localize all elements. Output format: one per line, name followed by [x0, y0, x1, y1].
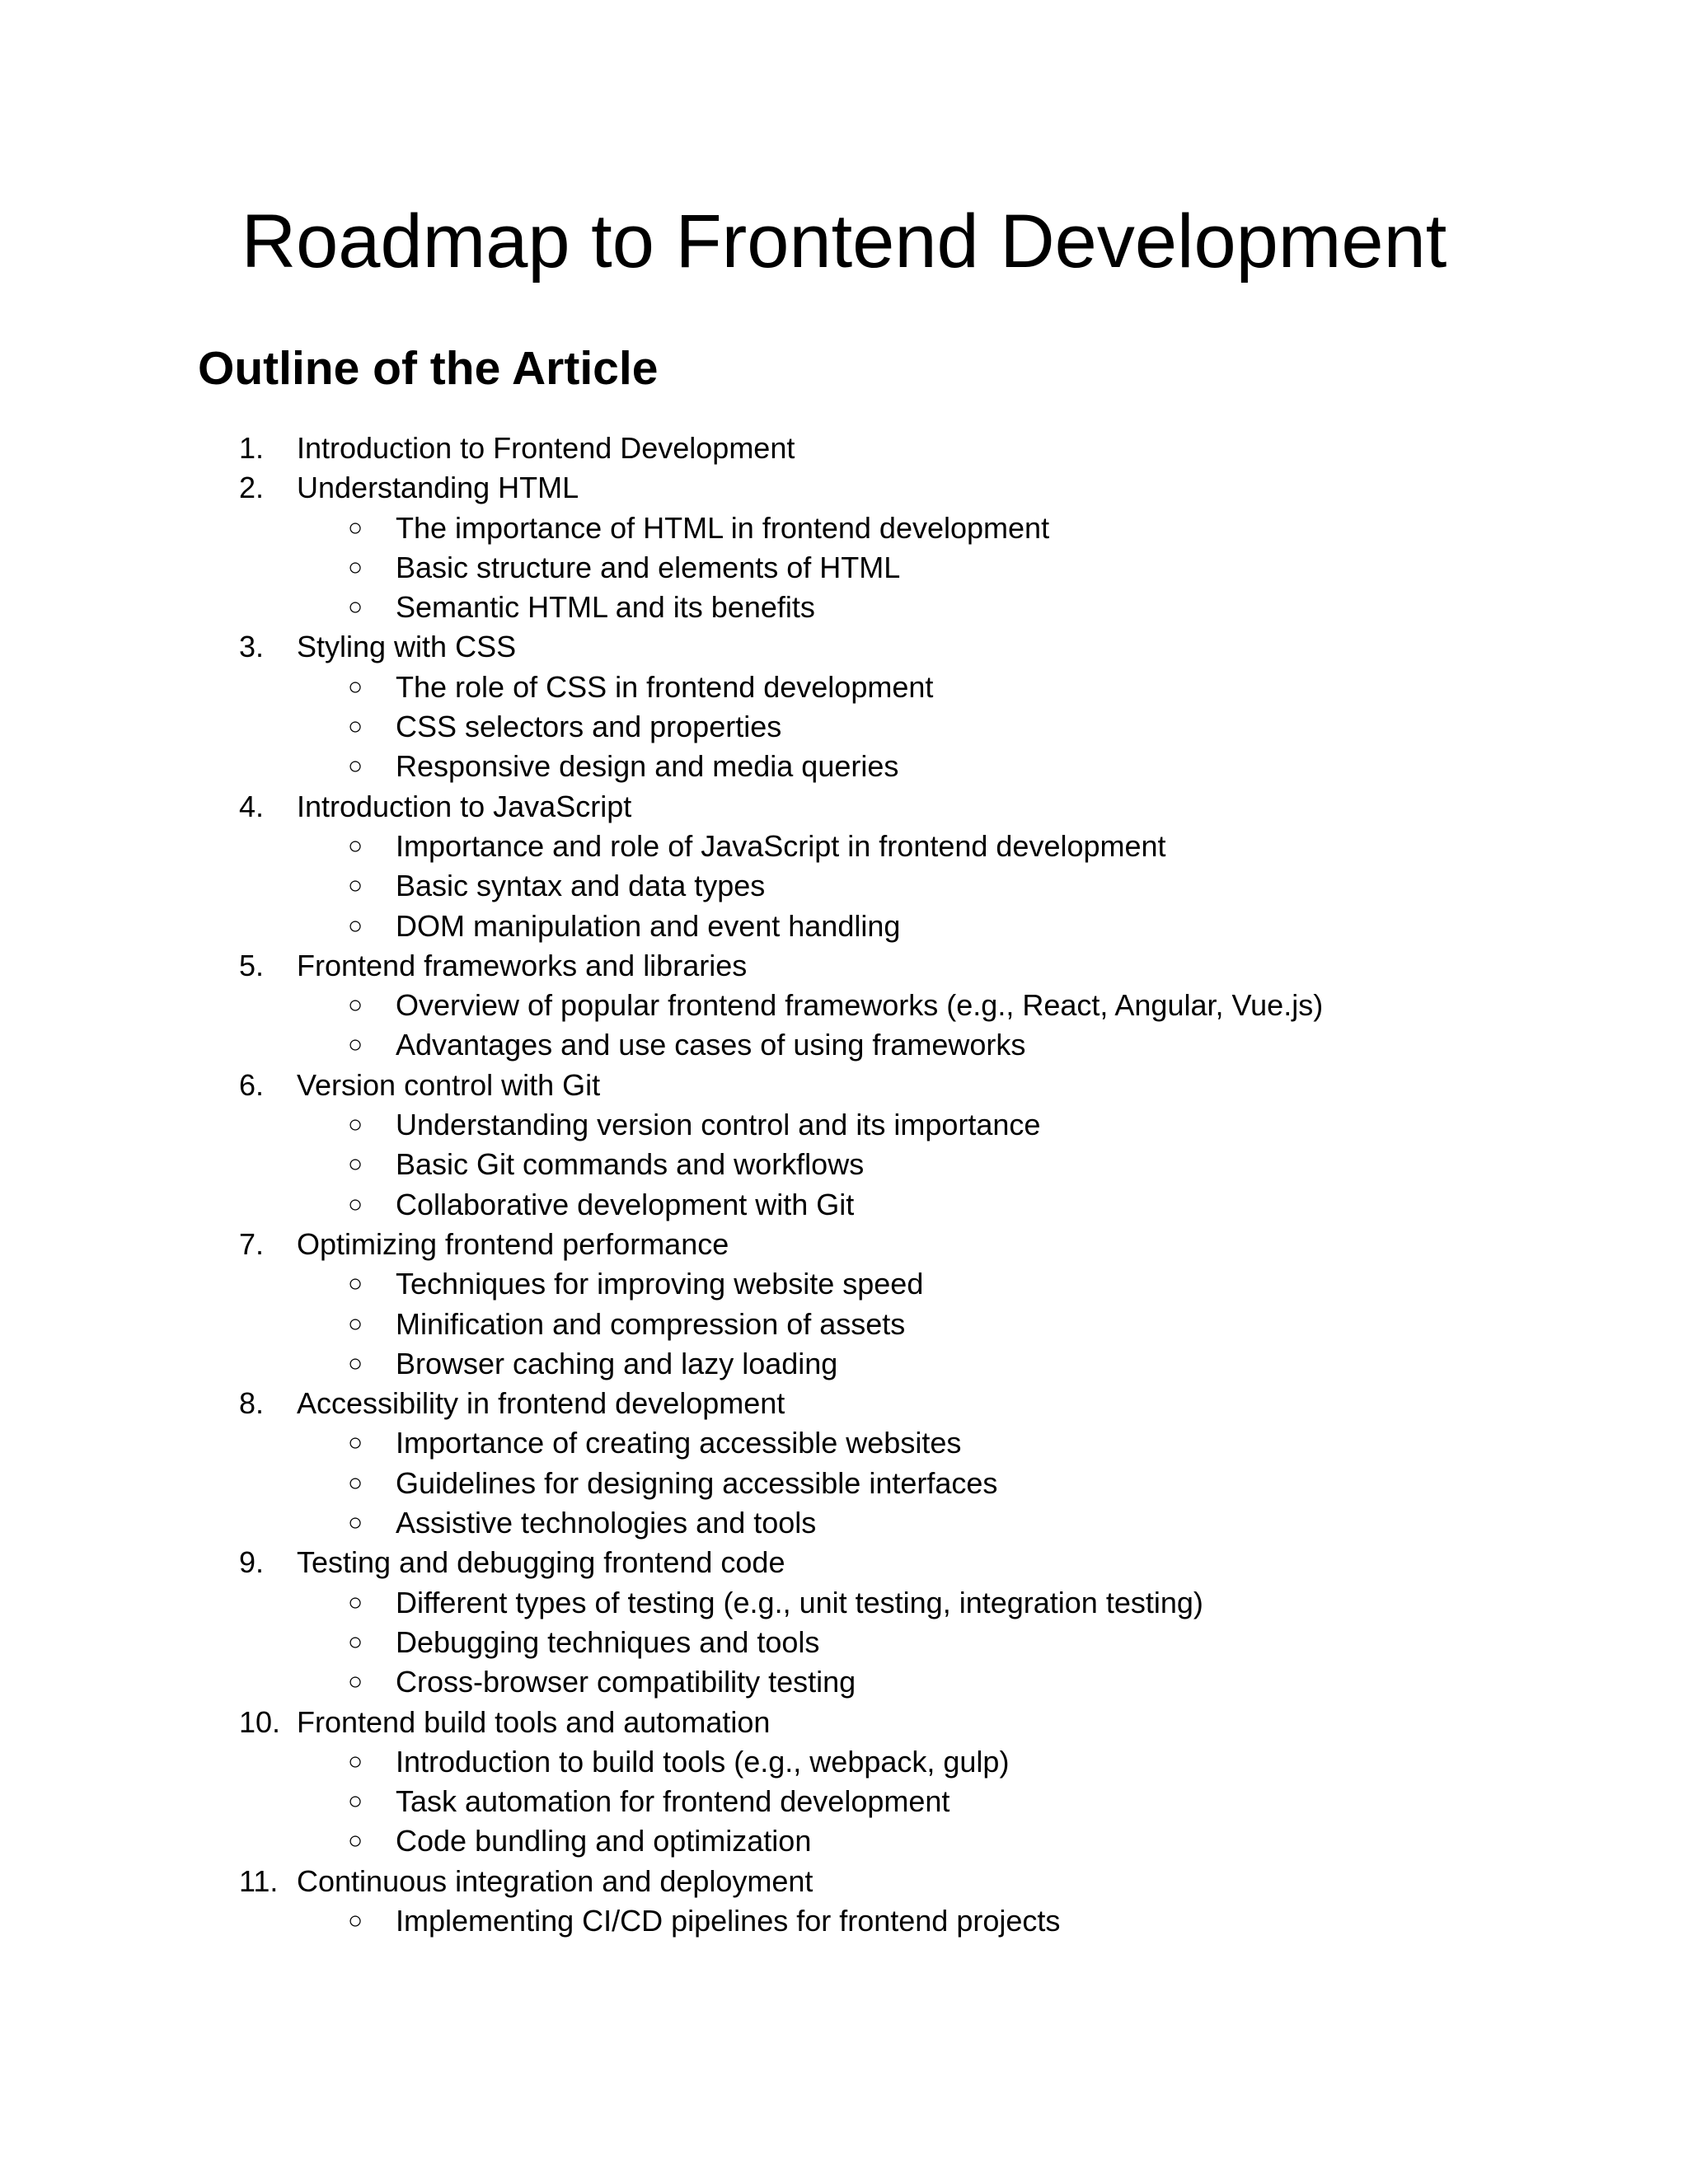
outline-item-row	[0, 1225, 1688, 1264]
hollow-circle-bullet-icon: ○	[348, 1151, 363, 1179]
outline-subitem-text: Minification and compression of assets	[396, 1306, 906, 1341]
outline-subitem	[0, 1423, 1688, 1463]
outline-item-text: Understanding HTML	[297, 471, 579, 505]
outline-subitem	[0, 668, 1688, 707]
outline-item-number: 8.	[239, 1386, 265, 1421]
hollow-circle-bullet-icon: ○	[348, 593, 363, 621]
outline-sublist	[0, 1583, 1688, 1703]
outline-subitem-text: Basic syntax and data types	[396, 869, 766, 903]
outline-subitem-text: Cross-browser compatibility testing	[396, 1665, 856, 1699]
outline-item	[0, 1862, 1688, 1942]
outline-subitem	[0, 827, 1688, 866]
outline-subitem	[0, 747, 1688, 786]
hollow-circle-bullet-icon: ○	[348, 1349, 363, 1377]
outline-subitem-text: DOM manipulation and event handling	[396, 908, 901, 943]
outline-subitem	[0, 1464, 1688, 1503]
outline-subitem	[0, 548, 1688, 588]
outline-subitem-text: Introduction to build tools (e.g., webpack, gulp)	[396, 1744, 1010, 1779]
outline-subitem-text: Basic structure and elements of HTML	[396, 550, 901, 584]
outline-item-row	[0, 1862, 1688, 1901]
hollow-circle-bullet-icon: ○	[348, 513, 363, 541]
hollow-circle-bullet-icon: ○	[348, 1827, 363, 1855]
outline-subitem	[0, 1264, 1688, 1304]
outline-subitem	[0, 588, 1688, 627]
outline-item	[0, 468, 1688, 627]
outline-item-number: 1.	[239, 431, 265, 465]
outline-item-number: 3.	[239, 630, 265, 664]
hollow-circle-bullet-icon: ○	[348, 1310, 363, 1338]
hollow-circle-bullet-icon: ○	[348, 752, 363, 780]
outline-subitem	[0, 1344, 1688, 1384]
outline-subitem	[0, 1145, 1688, 1184]
outline-subitem-text: The role of CSS in frontend development	[396, 669, 934, 704]
outline-subitem	[0, 986, 1688, 1025]
outline-sublist	[0, 509, 1688, 628]
outline-subitem	[0, 1662, 1688, 1702]
outline-sublist	[0, 986, 1688, 1066]
outline-subitem-text: Debugging techniques and tools	[396, 1624, 820, 1659]
outline-subitem-text: Task automation for frontend development	[396, 1784, 950, 1819]
outline-sublist	[0, 1742, 1688, 1862]
outline-subitem-text: Assistive technologies and tools	[396, 1506, 817, 1540]
outline-subitem	[0, 1742, 1688, 1782]
outline-subitem-text: Browser caching and lazy loading	[396, 1346, 838, 1380]
outline-item	[0, 1225, 1688, 1384]
outline-subitem	[0, 1782, 1688, 1821]
outline-item	[0, 1543, 1688, 1702]
outline-item	[0, 946, 1688, 1066]
outline-item-row	[0, 627, 1688, 667]
hollow-circle-bullet-icon: ○	[348, 912, 363, 940]
outline-subitem-text: Different types of testing (e.g., unit testing, integration testing)	[396, 1585, 1203, 1619]
outline-item-text: Optimizing frontend performance	[297, 1226, 729, 1261]
outline-subitem	[0, 1901, 1688, 1941]
outline-item-row	[0, 429, 1688, 468]
outline-item-text: Frontend build tools and automation	[297, 1704, 771, 1739]
outline-item-text: Introduction to Frontend Development	[297, 431, 795, 465]
hollow-circle-bullet-icon: ○	[348, 1469, 363, 1497]
outline-item	[0, 1703, 1688, 1862]
outline-item-row	[0, 468, 1688, 508]
outline-subitem-text: Semantic HTML and its benefits	[396, 590, 815, 625]
outline-sublist	[0, 1264, 1688, 1384]
outline-item-number: 10.	[239, 1704, 281, 1739]
hollow-circle-bullet-icon: ○	[348, 1429, 363, 1457]
outline-subitem	[0, 1105, 1688, 1145]
outline-item-text: Version control with Git	[297, 1067, 601, 1102]
outline-item	[0, 429, 1688, 468]
outline-subitem-text: Importance of creating accessible websites	[396, 1426, 962, 1460]
outline-subitem-text: Understanding version control and its importance	[396, 1108, 1041, 1142]
outline-item-row	[0, 1384, 1688, 1423]
hollow-circle-bullet-icon: ○	[348, 1788, 363, 1816]
outline-item	[0, 627, 1688, 786]
outline-subitem	[0, 866, 1688, 906]
hollow-circle-bullet-icon: ○	[348, 1668, 363, 1696]
hollow-circle-bullet-icon: ○	[348, 1111, 363, 1139]
document-title: Roadmap to Frontend Development	[241, 199, 1447, 284]
outline-subitem	[0, 509, 1688, 548]
outline-item-number: 6.	[239, 1067, 265, 1102]
outline-item-row	[0, 787, 1688, 827]
outline-subitem	[0, 1821, 1688, 1861]
outline-subitem-text: CSS selectors and properties	[396, 710, 782, 744]
hollow-circle-bullet-icon: ○	[348, 1190, 363, 1218]
outline-subitem	[0, 907, 1688, 946]
outline-item-text: Continuous integration and deployment	[297, 1863, 814, 1898]
hollow-circle-bullet-icon: ○	[348, 1747, 363, 1775]
outline-subitem-text: Guidelines for designing accessible interfaces	[396, 1465, 998, 1500]
outline-subitem-text: Importance and role of JavaScript in frontend development	[396, 828, 1166, 863]
outline-sublist	[0, 1423, 1688, 1543]
outline-subitem	[0, 1623, 1688, 1662]
hollow-circle-bullet-icon: ○	[348, 673, 363, 701]
outline-subitem-text: Code bundling and optimization	[396, 1824, 812, 1858]
outline-sublist	[0, 668, 1688, 787]
outline-item-row	[0, 1703, 1688, 1742]
hollow-circle-bullet-icon: ○	[348, 1628, 363, 1656]
outline-item	[0, 787, 1688, 946]
outline-item	[0, 1066, 1688, 1225]
outline-subitem-text: Overview of popular frontend frameworks (e.g., React, Angular, Vue.js)	[396, 988, 1324, 1023]
outline-subitem	[0, 1503, 1688, 1543]
hollow-circle-bullet-icon: ○	[348, 1906, 363, 1934]
outline-subitem	[0, 707, 1688, 747]
outline-item-number: 11.	[239, 1863, 279, 1898]
outline-list	[0, 429, 1688, 1941]
outline-item-text: Introduction to JavaScript	[297, 789, 632, 823]
hollow-circle-bullet-icon: ○	[348, 1031, 363, 1059]
outline-subitem-text: Implementing CI/CD pipelines for frontend projects	[396, 1903, 1061, 1938]
hollow-circle-bullet-icon: ○	[348, 1270, 363, 1298]
outline-subitem-text: Responsive design and media queries	[396, 749, 899, 784]
outline-subitem	[0, 1185, 1688, 1225]
outline-item-number: 9.	[239, 1545, 265, 1580]
outline-sublist	[0, 1901, 1688, 1941]
hollow-circle-bullet-icon: ○	[348, 832, 363, 860]
section-heading: Outline of the Article	[198, 342, 659, 395]
outline-subitem-text: Collaborative development with Git	[396, 1187, 855, 1221]
outline-subitem	[0, 1583, 1688, 1623]
outline-subitem-text: Techniques for improving website speed	[396, 1267, 924, 1301]
outline-subitem	[0, 1025, 1688, 1065]
outline-item-number: 2.	[239, 471, 265, 505]
outline-item-row	[0, 1066, 1688, 1105]
outline-subitem-text: Advantages and use cases of using frameworks	[396, 1028, 1026, 1062]
outline-item-text: Frontend frameworks and libraries	[297, 948, 748, 982]
hollow-circle-bullet-icon: ○	[348, 553, 363, 581]
outline-sublist	[0, 1105, 1688, 1225]
outline-sublist	[0, 827, 1688, 946]
hollow-circle-bullet-icon: ○	[348, 991, 363, 1019]
outline-subitem-text: The importance of HTML in frontend development	[396, 510, 1050, 545]
outline-item-text: Testing and debugging frontend code	[297, 1545, 785, 1580]
outline-item-row	[0, 1543, 1688, 1582]
outline-item-text: Accessibility in frontend development	[297, 1386, 785, 1421]
outline-item-number: 5.	[239, 948, 265, 982]
outline-item	[0, 1384, 1688, 1543]
outline-item-text: Styling with CSS	[297, 630, 517, 664]
outline-subitem-text: Basic Git commands and workflows	[396, 1147, 865, 1182]
hollow-circle-bullet-icon: ○	[348, 1588, 363, 1616]
outline-subitem	[0, 1305, 1688, 1344]
outline-item-number: 7.	[239, 1226, 265, 1261]
outline-item-number: 4.	[239, 789, 265, 823]
hollow-circle-bullet-icon: ○	[348, 872, 363, 900]
hollow-circle-bullet-icon: ○	[348, 713, 363, 741]
hollow-circle-bullet-icon: ○	[348, 1509, 363, 1537]
outline-item-row	[0, 946, 1688, 986]
